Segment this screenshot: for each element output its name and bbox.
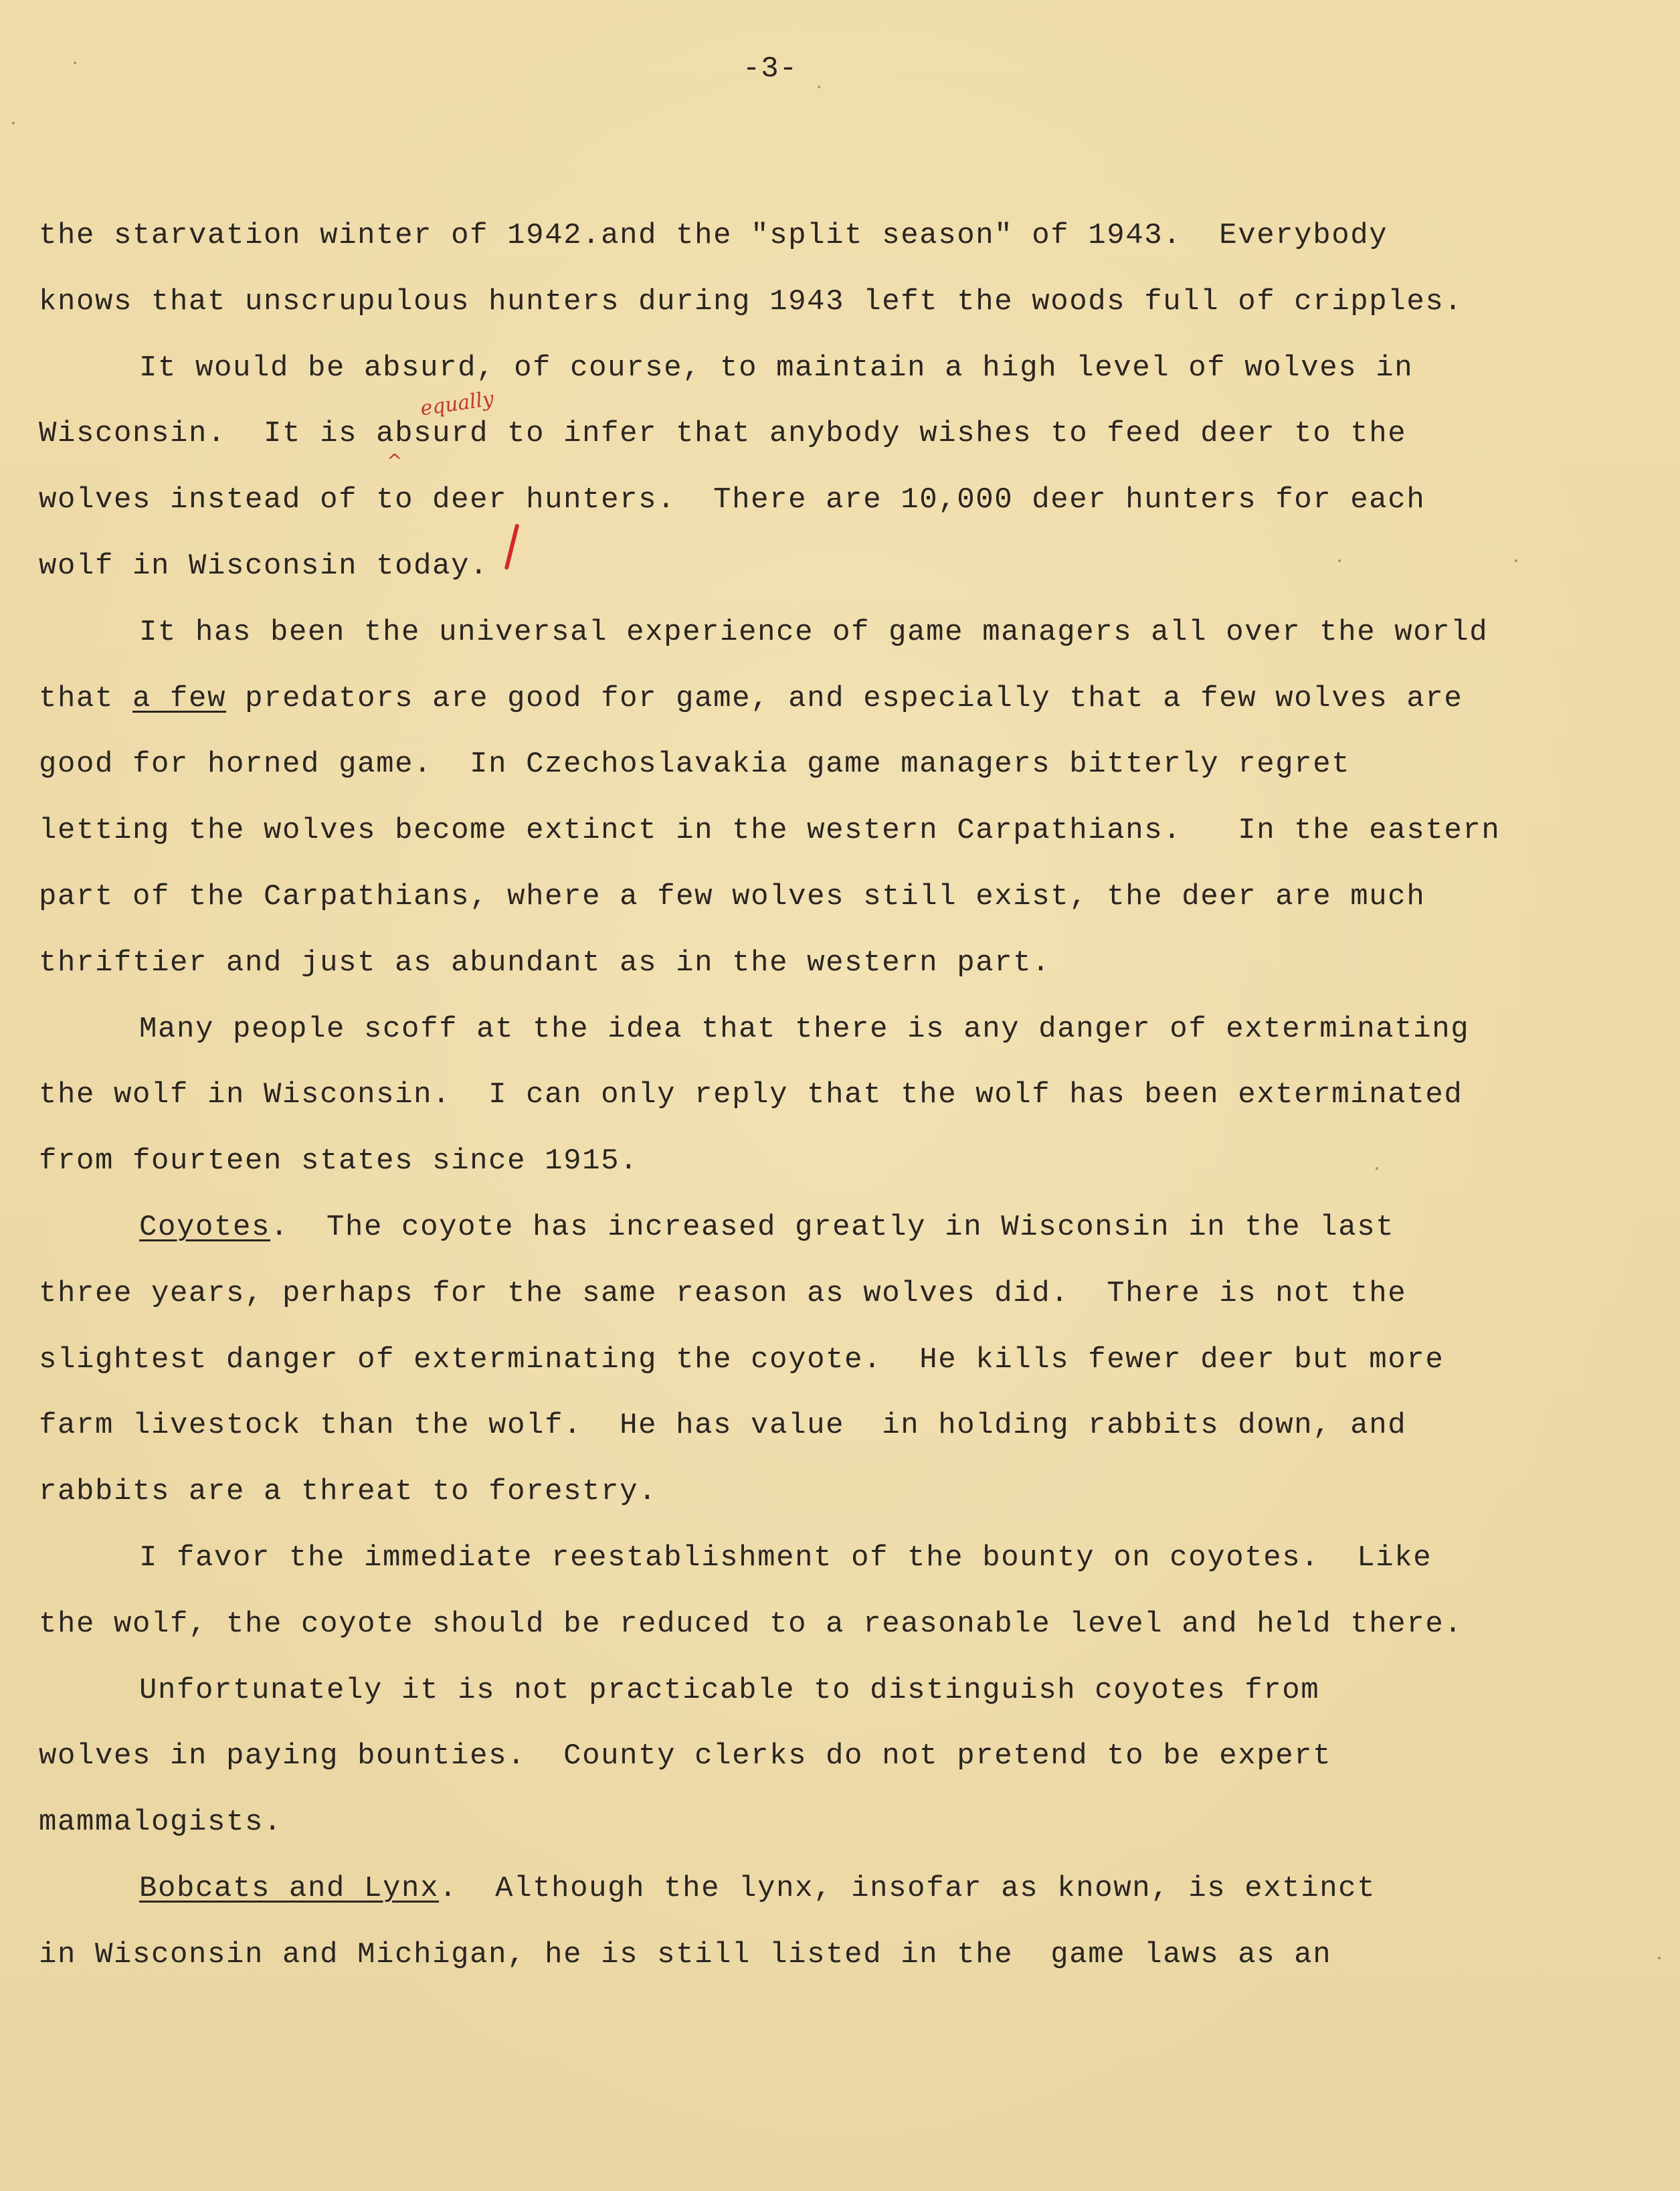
paper-speck <box>1515 559 1517 562</box>
line-text: . The coyote has increased greatly in Wisconsin in the last <box>270 1211 1395 1244</box>
underlined-heading: Bobcats and Lynx <box>139 1872 440 1905</box>
paper-speck <box>12 122 15 124</box>
text-line: the starvation winter of 1942.and the "split season" of 1943. Everybody <box>39 219 1388 252</box>
text-line: in Wisconsin and Michigan, he is still listed in the game laws as an <box>39 1938 1332 1971</box>
text-line: Many people scoff at the idea that there is any danger of exterminating <box>139 1013 1470 1046</box>
text-line: good for horned game. In Czechoslavakia game managers bitterly regret <box>39 748 1351 781</box>
text-line: thriftier and just as abundant as in the western part. <box>39 946 1051 980</box>
text-line: Wisconsin. It is absurd to infer that anybody wishes to feed deer to the <box>39 417 1407 450</box>
text-line: Unfortunately it is not practicable to distinguish coyotes from <box>139 1674 1320 1707</box>
underlined-heading: Coyotes <box>139 1211 271 1244</box>
text-line: I favor the immediate reestablishment of the bounty on coyotes. Like <box>139 1541 1432 1575</box>
page-number: -3- <box>742 52 798 86</box>
text-line: the wolf in Wisconsin. I can only reply that the wolf has been exterminated <box>39 1078 1463 1112</box>
text-line: wolves in paying bounties. County clerks do not pretend to be expert <box>39 1739 1332 1773</box>
text-line: It has been the universal experience of game managers all over the world <box>139 616 1489 649</box>
text-line: the wolf, the coyote should be reduced to a reasonable level and held there. <box>39 1607 1463 1641</box>
text-line: wolves instead of to deer hunters. There are 10,000 deer hunters for each <box>39 483 1426 517</box>
text-line <box>39 1874 1376 1903</box>
paper-speck <box>74 62 76 64</box>
text-line: mammalogists. <box>39 1806 283 1839</box>
paper-speck <box>1376 1167 1378 1170</box>
text-line <box>39 684 1463 713</box>
red-pencil-mark <box>504 523 520 569</box>
line-text: that <box>39 682 133 715</box>
text-line <box>39 1213 1394 1242</box>
text-line: It would be absurd, of course, to maintain a high level of wolves in <box>139 351 1414 385</box>
text-line: rabbits are a threat to forestry. <box>39 1475 658 1508</box>
paper-speck <box>818 86 820 88</box>
text-line: slightest danger of exterminating the coyote. He kills fewer deer but more <box>39 1343 1444 1377</box>
text-line: farm livestock than the wolf. He has value in holding rabbits down, and <box>39 1409 1407 1442</box>
text-line: from fourteen states since 1915. <box>39 1144 639 1178</box>
handwritten-insertion: equally <box>419 387 496 421</box>
underlined-heading: a few <box>132 682 227 715</box>
insertion-caret: ^ <box>387 450 403 472</box>
text-line: three years, perhaps for the same reason as wolves did. There is not the <box>39 1277 1407 1310</box>
paper-speck <box>1658 1957 1661 1959</box>
text-line: letting the wolves become extinct in the western Carpathians. In the eastern <box>39 814 1501 847</box>
text-line: knows that unscrupulous hunters during 1943 left the woods full of cripples. <box>39 285 1463 319</box>
line-text: . Although the lynx, insofar as known, is extinct <box>439 1872 1376 1905</box>
paper-speck <box>1338 559 1341 562</box>
text-line: wolf in Wisconsin today. <box>39 549 489 583</box>
text-line: part of the Carpathians, where a few wolves still exist, the deer are much <box>39 880 1426 913</box>
line-text: predators are good for game, and especially that a few wolves are <box>226 682 1463 715</box>
